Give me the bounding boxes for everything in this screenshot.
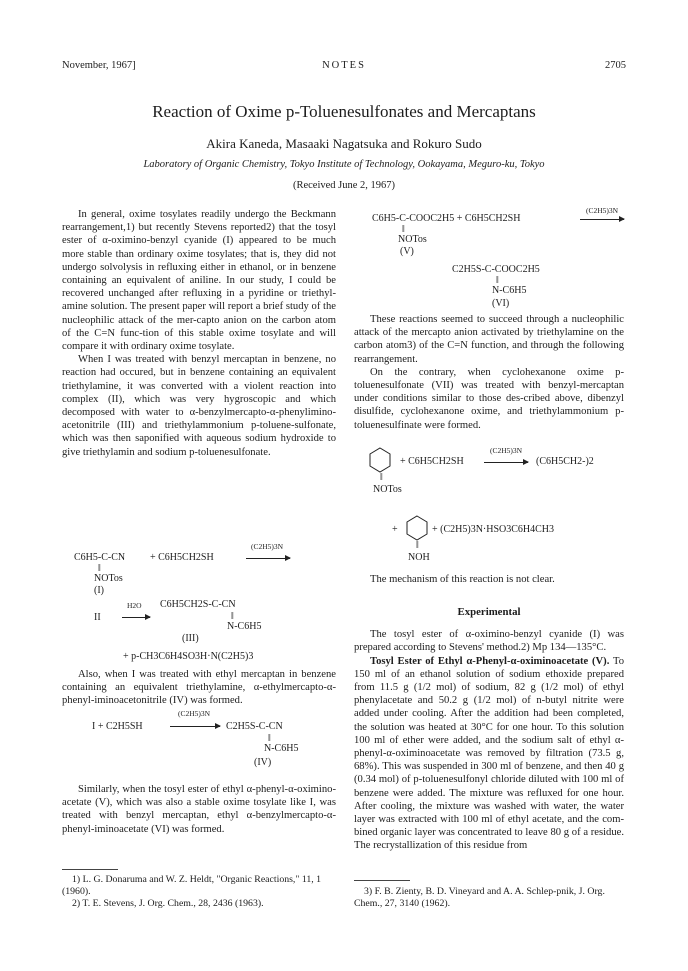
paragraph: These reactions seemed to succeed through a nucleophilic attack of the mercapto anion activated by triethylamine on the carbon atom3) of the C=N function, and through the following rearrangement.	[354, 314, 624, 365]
paragraph-body: To 150 ml of an ethanol solution of sodium ethoxide prepared from 11.5 g (1/2 mol) of sodium, 82 g (1/2 mol) of ethyl phenylacetate and 50.2 g (1/2 mol) of n-butyl nitrite were added under cooling. After the addition had been completed, the solution was heated at 30°C for one hour. To this solution 100 ml of ether were added, and the sodium salt of ethyl α-phenyl-α-oximinoacetate was removed by filtration (73.5 g, 68%). This was suspended in 300 ml of benzene, and then 40 g (0.34 mol) of p-toluenesulfonyl chloride diluted with 100 ml of benzene were added. The mixture was refluxed for one hour. After cooling, the mixture was washed with water, the water layer was extracted with 100 ml of ethyl acetate, and the com-bined organic layer was concentrated to leave 80 g of a residue. The recrystallization of this residue from	[354, 655, 624, 852]
cyclohexane-ring-icon	[406, 515, 428, 541]
paragraph: The tosyl ester of α-oximino-benzyl cyanide (I) was prepared according to Stevens' method.2) Mp 134—135°C.	[354, 629, 624, 654]
scheme1-reagent: + C6H5CH2SH	[150, 552, 214, 563]
experimental-section	[354, 606, 624, 853]
scheme5-condition: (C2H5)3N	[490, 446, 523, 455]
scheme5-product: (C6H5CH2-)2	[536, 456, 594, 467]
scheme3-product: C2H5S-C-CN	[226, 721, 283, 732]
scheme2-label: (III)	[182, 633, 199, 644]
paragraph	[354, 655, 624, 853]
scheme4-condition: (C2H5)3N	[586, 206, 619, 215]
scheme5-notos: NOTos	[373, 484, 402, 495]
scheme2-byproduct: + p-CH3C6H4SO3H·N(C2H5)3	[123, 651, 254, 662]
scheme2-condition: H2O	[127, 601, 142, 610]
scheme3-reactants: I + C2H5SH	[92, 721, 143, 732]
received-date: (Received June 2, 1967)	[292, 180, 396, 191]
reaction-arrow	[246, 558, 290, 559]
section-heading: Experimental	[457, 606, 521, 618]
footnote: 3) F. B. Zienty, B. D. Vineyard and A. A. Schlep-pnik, J. Org. Chem., 27, 3140 (1962).	[354, 886, 605, 909]
reaction-arrow	[122, 617, 150, 618]
scheme1-label: (I)	[94, 585, 104, 596]
paragraph: In general, oxime tosylates readily undergo the Beckmann rearrangement,1) but recently Stevens reported2) that the tosyl ester of α-oximino-benzyl cyanide (I) appeared to be much more stable than ordinary oxime tosylates; that is, they did not undergo solvolysis in refluxing either in ethanol, or in benzene containing an equivalent of aniline. In our study, I could be recovered unchanged after refluxing in a pyridine or triethyl-amine solution. The present paper will report a brief study of the nucleophilic attack of the mer-capto anion on the carbon atom of the C=N func-tion of this stable oxime tosylate and will compare it with ordinary oxime tosylate.	[62, 209, 336, 353]
scheme1-notos: NOTos	[94, 573, 123, 584]
double-bond: ‖	[268, 733, 271, 744]
scheme4-reactants: C6H5-C-COOC2H5 + C6H5CH2SH	[372, 213, 521, 224]
double-bond: ‖	[98, 563, 101, 574]
scheme5-plus: +	[392, 524, 398, 535]
running-head-date: November, 1967]	[62, 60, 136, 71]
scheme4-nc6h5: N-C6H5	[492, 285, 527, 296]
right-column-note	[354, 573, 624, 586]
scheme2-product: C6H5CH2S-C-CN	[160, 599, 236, 610]
running-head-section: NOTES	[322, 60, 366, 71]
double-bond: ‖	[231, 611, 234, 622]
paragraph: When I was treated with benzyl mercaptan in benzene, no reaction had occured, but in benzene containing an equivalent triethylamine, it was converted with a violent reaction into complex (II), which was very hygroscopic and which decomposed with water to α-benzylmercapto-α-phenylimino-acetonitrile (III) and triethylammonium p-toluene-sulfonate, which was then saponified with aqueous sodium hydroxide to give triethylamin and sodium p-toluenesulfonate.	[62, 354, 336, 458]
reaction-arrow	[580, 219, 624, 220]
scheme5-reagent: + C6H5CH2SH	[400, 456, 464, 467]
footnote: 1) L. G. Donaruma and W. Z. Heldt, "Organic Reactions," 11, 1 (1960).	[62, 874, 322, 897]
scheme3-condition: (C2H5)3N	[178, 709, 211, 718]
article-title: Reaction of Oxime p-Toluenesulfonates and Mercaptans	[152, 102, 536, 121]
footnote-rule	[354, 880, 410, 881]
running-head	[62, 60, 626, 74]
reaction-arrow	[484, 462, 528, 463]
double-bond: ‖	[496, 275, 499, 286]
scheme2-nc6h5: N-C6H5	[227, 621, 262, 632]
article-authors: Akira Kaneda, Masaaki Nagatsuka and Rokuro Sudo	[206, 136, 482, 151]
paragraph: Also, when I was treated with ethyl mercaptan in benzene containing an equivalent triethylamine, α-ethylmercapto-α-phenyl-iminoacetonitrile (IV) was formed.	[62, 669, 336, 707]
left-column-intro	[62, 208, 336, 459]
scheme2-left: II	[94, 612, 101, 623]
scheme5-salt: + (C2H5)3N·HSO3C6H4CH3	[432, 524, 555, 535]
left-column-end	[62, 783, 336, 836]
double-bond: ‖	[416, 540, 419, 551]
cyclohexane-ring-icon	[369, 447, 391, 473]
footnotes-left	[62, 874, 336, 910]
subsection-title: Tosyl Ester of Ethyl α-Phenyl-α-oximinoacetate (V).	[370, 655, 610, 667]
article-affiliation: Laboratory of Organic Chemistry, Tokyo Institute of Technology, Ookayama, Meguro-ku, Tokyo	[143, 159, 545, 170]
scheme1-reactant: C6H5-C-CN	[74, 552, 126, 563]
scheme1-condition: (C2H5)3N	[251, 542, 284, 551]
double-bond: ‖	[380, 472, 383, 483]
scheme4-label2: (VI)	[492, 298, 510, 309]
scheme5-noh: NOH	[408, 552, 430, 563]
footnote-rule	[62, 869, 118, 870]
footnote: 2) T. E. Stevens, J. Org. Chem., 28, 2436 (1963).	[72, 898, 264, 909]
reaction-arrow	[170, 726, 220, 727]
mechanism-note: The mechanism of this reaction is not clear.	[370, 574, 555, 585]
footnotes-right	[354, 886, 624, 910]
page-number: 2705	[605, 60, 626, 71]
scheme3-nc6h5: N-C6H5	[264, 743, 299, 754]
scheme4-notos: NOTos	[398, 234, 427, 245]
right-column-text	[354, 313, 624, 432]
left-column-middle	[62, 668, 336, 708]
scheme4-product: C2H5S-C-COOC2H5	[452, 264, 540, 275]
scheme3-label: (IV)	[254, 757, 272, 768]
double-bond: ‖	[402, 224, 405, 235]
paragraph: On the contrary, when cyclohexanone oxime p-toluenesulfonate (VII) was treated with benzyl-mercaptan under conditions similar to those des-cribed above, dibenzyl disulfide, cyclohexanone oxime, and triethylammonium p-toluenesulfinate were formed.	[354, 366, 624, 431]
scheme4-label: (V)	[400, 246, 414, 257]
paragraph: Similarly, when the tosyl ester of ethyl α-phenyl-α-oximino-acetate (V), which was also a stable oxime tosylate like I, was treated with benzyl mercaptan, ethyl α-benzylmercapto-α-phenyl-iminoacetate (VI) was formed.	[62, 784, 336, 835]
